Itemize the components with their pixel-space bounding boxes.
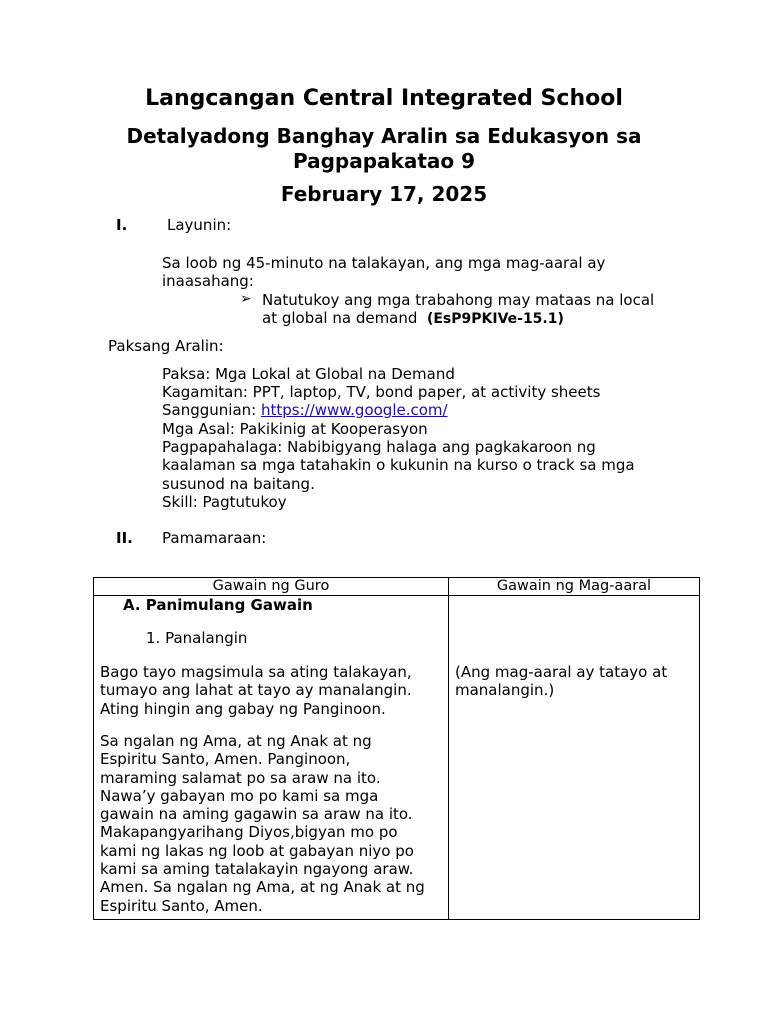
sanggunian: Sanggunian: https://www.google.com/ [162, 401, 448, 419]
section2-numeral: II. [116, 529, 133, 547]
magaaral-p1-line: (Ang mag-aaral ay tatayo at [455, 663, 668, 681]
magaaral-p1-line: manalangin.) [455, 681, 555, 700]
paksa: Paksa: Mga Lokal at Global na Demand [162, 365, 455, 383]
lesson-title-line1: Detalyadong Banghay Aralin sa Edukasyon sa [126, 124, 642, 148]
guro-p2-line: maraming salamat po sa araw na ito. [100, 768, 381, 787]
section2-label: Pamamaraan: [162, 529, 267, 547]
intro-line1: Sa loob ng 45-minuto na talakayan, ang mga mag-aaral ay [162, 254, 606, 272]
guro-p1-line: tumayo ang lahat at tayo ay manalangin. [100, 681, 412, 700]
guro-p2-line: Nawa’y gabayan mo po kami sa mga [100, 786, 379, 805]
objective-line2: at global na demand (EsP9PKIVe-15.1) [262, 309, 564, 327]
guro-p1-line: Bago tayo magsimula sa ating talakayan, [100, 663, 412, 681]
section1-numeral: I. [116, 216, 128, 234]
objective-code: (EsP9PKIVe-15.1) [426, 311, 564, 327]
lesson-procedure-table [93, 577, 700, 920]
cell-guro [94, 596, 449, 920]
skill: Skill: Pagtutukoy [162, 493, 287, 511]
pagpapahalaga-line1: Pagpapahalaga: Nabibigyang halaga ang pagkakaroon ng [162, 438, 596, 456]
lesson-title-line2: Pagpapakatao 9 [292, 149, 476, 173]
pagpapahalaga-line3: susunod na baitang. [162, 475, 315, 493]
guro-paragraph2 [100, 732, 440, 915]
guro-p2-line: gawain na aming gagawin sa araw na ito. [100, 805, 413, 824]
sanggunian-link[interactable]: https://www.google.com/ [260, 401, 448, 419]
table-row [94, 596, 700, 920]
school-name: Langcangan Central Integrated School [145, 86, 623, 111]
pagpapahalaga-line2: kaalaman sa mga tatahakin o kukunin na kurso o track sa mga [162, 456, 635, 474]
mga-asal: Mga Asal: Pakikinig at Kooperasyon [162, 420, 428, 438]
guro-p2-line: kami sa aming tatalakayin ngayong araw. [100, 860, 414, 879]
header-gawain-magaaral: Gawain ng Mag-aaral [449, 578, 700, 596]
guro-p2-line: Amen. Sa ngalan ng Ama, at ng Anak at ng [100, 878, 425, 897]
guro-p2-line: Espiritu Santo, Amen. Panginoon, [100, 750, 351, 769]
lesson-date: February 17, 2025 [280, 182, 488, 206]
guro-paragraph1 [100, 663, 440, 718]
kagamitan: Kagamitan: PPT, laptop, TV, bond paper, at activity sheets [162, 383, 601, 401]
step1-panalangin: 1. Panalangin [146, 629, 248, 647]
cell-magaaral [449, 596, 700, 920]
section1-label: Layunin: [167, 216, 232, 234]
guro-p2-line: Sa ngalan ng Ama, at ng Anak at ng [100, 732, 372, 750]
paksang-aralin-label: Paksang Aralin: [108, 337, 224, 355]
guro-p2-line: Makapangyarihang Diyos,bigyan mo po [100, 823, 398, 842]
guro-p2-line: kami ng lakas ng loob at gabayan niyo po [100, 841, 414, 860]
part-a-heading: A. Panimulang Gawain [123, 596, 313, 614]
intro-line2: inaasahang: [162, 272, 254, 290]
guro-p2-line: Espiritu Santo, Amen. [100, 896, 263, 915]
guro-p1-line: Ating hingin ang gabay ng Panginoon. [100, 699, 386, 718]
table-header-row [94, 578, 700, 596]
bullet-arrow-icon: ➢ [240, 291, 252, 307]
magaaral-paragraph1 [455, 663, 695, 700]
header-gawain-guro: Gawain ng Guro [94, 578, 449, 596]
objective-line1: Natutukoy ang mga trabahong may mataas na local [262, 291, 655, 309]
